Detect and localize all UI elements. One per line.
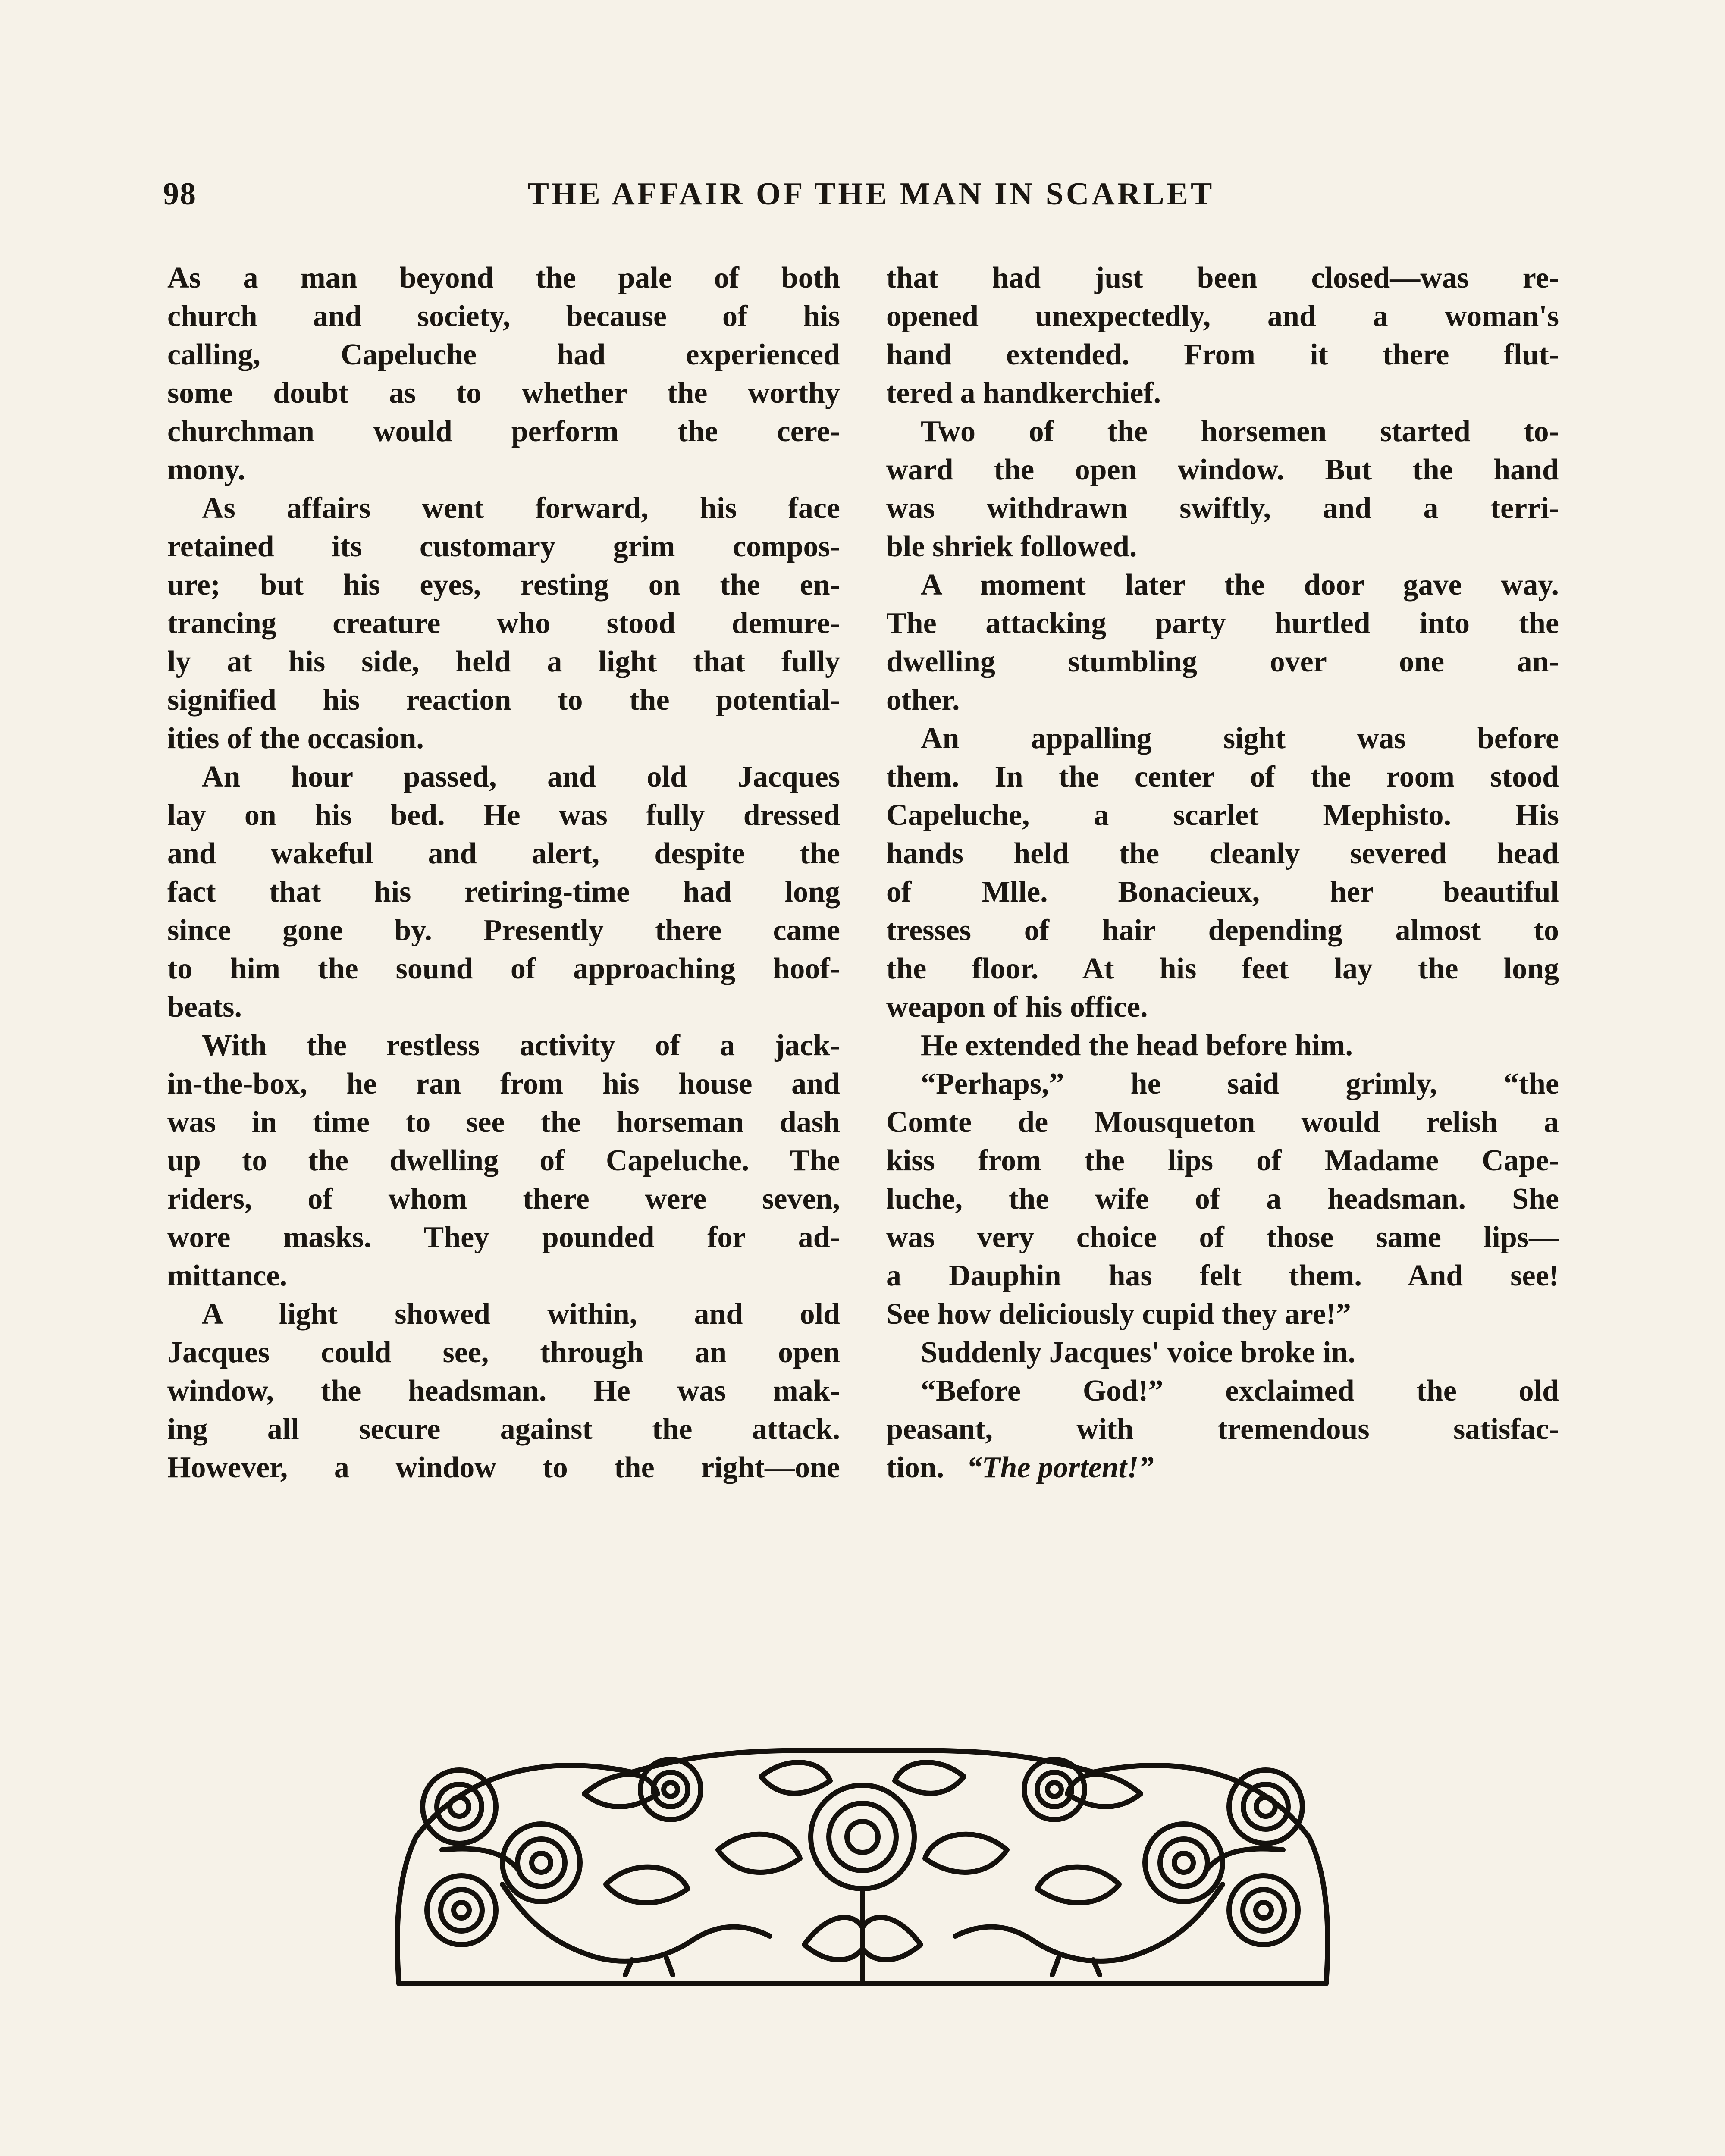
text-line: Jacques could see, through an open [167, 1336, 840, 1369]
text-line: peasant, with tremendous satisfac- [886, 1413, 1559, 1446]
text-line: “Perhaps,” he said grimly, “the [921, 1067, 1559, 1100]
text-line: to him the sound of approaching hoof- [167, 952, 840, 985]
text-line: beats. [167, 990, 242, 1024]
text-line: the floor. At his feet lay the long [886, 952, 1559, 985]
text-line: ward the open window. But the hand [886, 453, 1559, 486]
text-line: retained its customary grim compos- [167, 530, 840, 563]
text-line: some doubt as to whether the worthy [167, 376, 840, 410]
text-line: luche, the wife of a headsman. She [886, 1182, 1559, 1216]
text-line: hands held the cleanly severed head [886, 837, 1559, 870]
text-line: trancing creature who stood demure- [167, 607, 840, 640]
text-line: and wakeful and alert, despite the [167, 837, 840, 870]
text-line: Comte de Mousqueton would relish a [886, 1106, 1559, 1139]
italic-closing-phrase: “The portent!” [966, 1451, 1154, 1484]
text-line: churchman would perform the cere- [167, 415, 840, 448]
text-line: signified his reaction to the potential- [167, 683, 840, 717]
text-line: ities of the occasion. [167, 722, 424, 755]
text-line: tresses of hair depending almost to [886, 914, 1559, 947]
text-line: mony. [167, 453, 245, 486]
text-line-final [886, 1448, 1559, 1487]
text-line: Capeluche, a scarlet Mephisto. His [886, 799, 1559, 832]
page-number: 98 [163, 176, 197, 212]
text-fragment: tion. [886, 1451, 944, 1484]
text-line: window, the headsman. He was mak- [167, 1374, 840, 1407]
text-line: was withdrawn swiftly, and a terri- [886, 492, 1559, 525]
text-line: up to the dwelling of Capeluche. The [167, 1144, 840, 1177]
text-line: dwelling stumbling over one an- [886, 645, 1559, 678]
text-line: opened unexpectedly, and a woman's [886, 300, 1559, 333]
text-line: that had just been closed—was re- [886, 261, 1559, 295]
text-line: since gone by. Presently there came [167, 914, 840, 947]
text-line: The attacking party hurtled into the [886, 607, 1559, 640]
text-line: was very choice of those same lips— [886, 1221, 1559, 1254]
text-line: of Mlle. Bonacieux, her beautiful [886, 875, 1559, 909]
text-line: See how deliciously cupid they are!” [886, 1297, 1351, 1331]
text-line: Two of the horsemen started to- [921, 415, 1559, 448]
text-line: A moment later the door gave way. [921, 568, 1559, 602]
text-line: fact that his retiring-time had long [167, 875, 840, 909]
text-line: lay on his bed. He was fully dressed [167, 799, 840, 832]
text-line: With the restless activity of a jack- [202, 1029, 840, 1062]
text-line: ure; but his eyes, resting on the en- [167, 568, 840, 602]
text-line: As affairs went forward, his face [202, 492, 840, 525]
text-line: mittance. [167, 1259, 287, 1292]
text-line: weapon of his office. [886, 990, 1148, 1024]
text-line: An hour passed, and old Jacques [202, 760, 840, 793]
text-line: church and society, because of his [167, 300, 840, 333]
text-line: riders, of whom there were seven, [167, 1182, 840, 1216]
text-line: in-the-box, he ran from his house and [167, 1067, 840, 1100]
text-line: ly at his side, held a light that fully [167, 645, 840, 678]
text-line: other. [886, 683, 960, 717]
text-line: As a man beyond the pale of both [167, 261, 840, 295]
text-line: them. In the center of the room stood [886, 760, 1559, 793]
left-column [167, 259, 840, 1487]
text-line: However, a window to the right—one [167, 1451, 840, 1484]
text-line: ing all secure against the attack. [167, 1413, 840, 1446]
text-line: “Before God!” exclaimed the old [921, 1374, 1559, 1407]
text-line: ble shriek followed. [886, 530, 1137, 563]
text-line: Suddenly Jacques' voice broke in. [921, 1336, 1356, 1369]
right-column [886, 259, 1559, 1487]
text-line: A light showed within, and old [202, 1297, 840, 1331]
text-line: wore masks. They pounded for ad- [167, 1221, 840, 1254]
running-title: THE AFFAIR OF THE MAN IN SCARLET [527, 176, 1215, 212]
text-line: tered a handkerchief. [886, 376, 1161, 410]
text-line: a Dauphin has felt them. And see! [886, 1259, 1559, 1292]
text-line: An appalling sight was before [921, 722, 1559, 755]
rose-vine-ornament [390, 1742, 1335, 1992]
text-line: He extended the head before him. [921, 1029, 1353, 1062]
text-line: calling, Capeluche had experienced [167, 338, 840, 371]
text-line: hand extended. From it there flut- [886, 338, 1559, 371]
text-line: was in time to see the horseman dash [167, 1106, 840, 1139]
text-line: kiss from the lips of Madame Cape- [886, 1144, 1559, 1177]
